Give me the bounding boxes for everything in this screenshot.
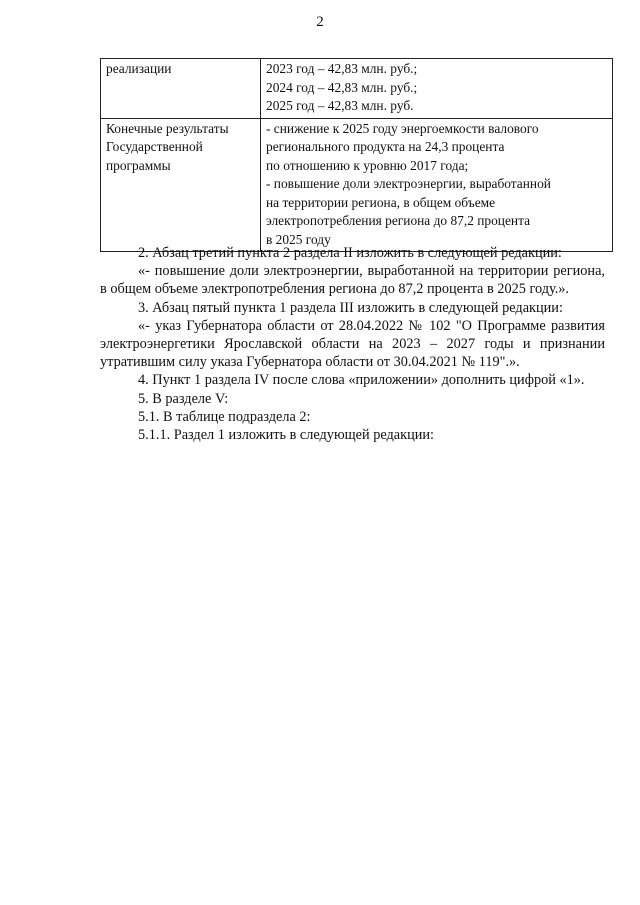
table-cell-line: программы xyxy=(106,157,171,173)
paragraph-quote-item-3: «- указ Губернатора области от 28.04.2022 № 102 "О Программе развития электроэнергетики Ярославской области на 2023 – 2027 годы и признании утратившим силу указа Губернатора области от 30.04.2021 № 119".». xyxy=(100,317,605,371)
paragraph-item-5-1-1: 5.1.1. Раздел 1 изложить в следующей редакции: xyxy=(138,427,435,444)
table-cell-line: - снижение к 2025 году энергоемкости валового xyxy=(266,120,539,136)
page-number: 2 xyxy=(316,14,324,30)
table-cell-line: на территории региона, в общем объеме xyxy=(266,194,496,210)
table-cell-line: 2023 год – 42,83 млн. руб.; xyxy=(266,61,418,76)
table-cell-line: реализации xyxy=(106,61,172,76)
document-body xyxy=(100,244,605,444)
table-cell-line: 2025 год – 42,83 млн. руб. xyxy=(266,98,414,113)
paragraph-item-4: 4. Пункт 1 раздела IV после слова «приложении» дополнить цифрой «1». xyxy=(138,372,585,389)
table-row-implementation-funding xyxy=(101,59,613,119)
paragraph-item-5: 5. В разделе V: xyxy=(138,390,229,407)
table-cell-line: 2024 год – 42,83 млн. руб.; xyxy=(266,79,418,95)
table-cell-line: в 2025 году xyxy=(266,231,331,247)
table-cell-line: регионального продукта на 24,3 процента xyxy=(266,139,505,154)
table-cell-line: Конечные результаты xyxy=(106,120,229,136)
paragraph-item-5-1: 5.1. В таблице подраздела 2: xyxy=(138,408,311,425)
table-cell-line: по отношению к уровню 2017 года; xyxy=(266,157,469,173)
table-cell-line: Государственной xyxy=(106,139,203,154)
table-cell-line: электропотребления региона до 87,2 процента xyxy=(266,213,531,228)
program-passport-table xyxy=(100,58,613,252)
table-cell-label xyxy=(101,118,261,252)
table-cell-value xyxy=(261,59,613,119)
table-cell-value xyxy=(261,118,613,252)
table-cell-line: - повышение доли электроэнергии, выработанной xyxy=(266,176,551,191)
table-row-final-results xyxy=(101,118,613,252)
table-cell-label xyxy=(101,59,261,119)
paragraph-quote-item-2: «- повышение доли электроэнергии, выработанной на территории региона, в общем объеме электропотребления региона до 87,2 процента в 2025 году.». xyxy=(100,263,605,298)
paragraph-item-2: 2. Абзац третий пункта 2 раздела II изложить в следующей редакции: xyxy=(138,245,562,261)
paragraph-item-3: 3. Абзац пятый пункта 1 раздела III изложить в следующей редакции: xyxy=(138,299,563,316)
